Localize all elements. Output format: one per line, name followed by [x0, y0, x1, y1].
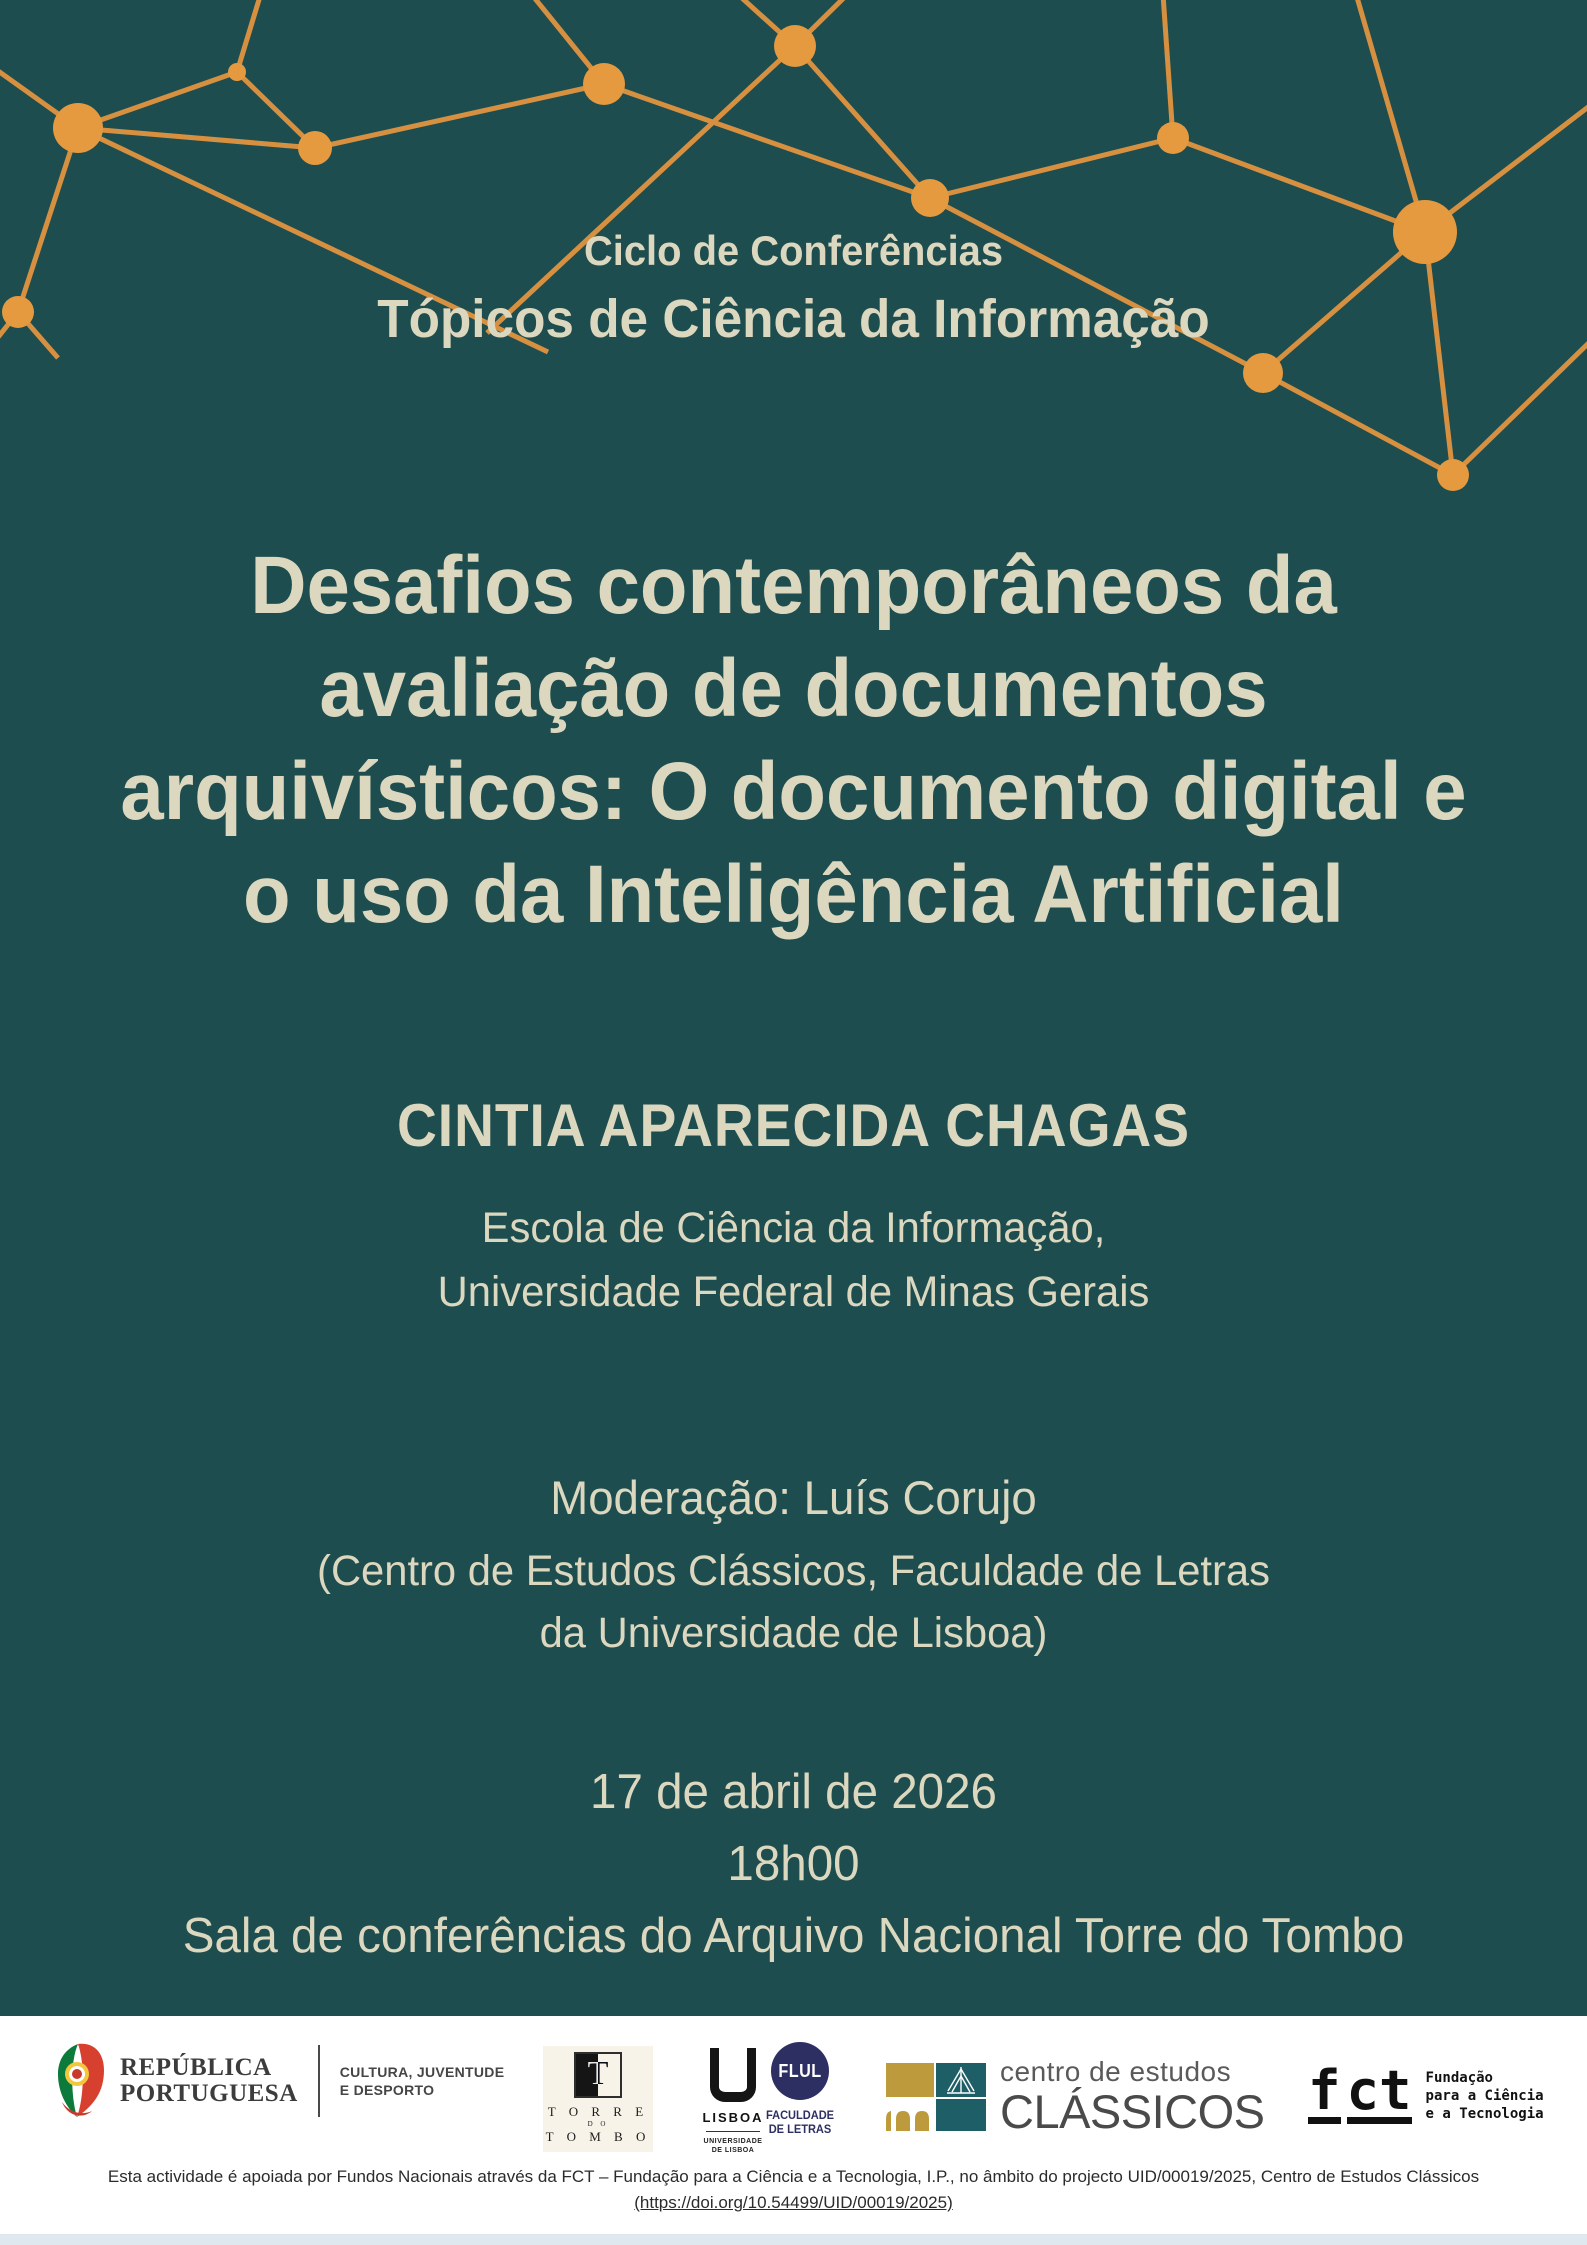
- republica-portuguesa-wordmark: REPÚBLICA PORTUGUESA: [120, 2054, 298, 2107]
- logo-universidade-lisboa: [700, 2048, 766, 2155]
- cec-tiles-icon: [886, 2063, 986, 2131]
- doi-link[interactable]: (https://doi.org/10.54499/UID/00019/2025): [634, 2193, 953, 2212]
- event-time: 18h00: [727, 1837, 860, 1891]
- portugal-flag-icon: [54, 2042, 106, 2120]
- talk-title-line-3: arquivísticos: O documento digital e: [120, 746, 1467, 837]
- logo-torre-do-tombo: [543, 2046, 653, 2152]
- speaker-affiliation: [24, 1196, 1563, 1324]
- talk-title-line-2: avaliação de documentos: [319, 643, 1268, 734]
- speaker-affiliation-line-2: Universidade Federal de Minas Gerais: [437, 1268, 1150, 1316]
- ministry-label: CULTURA, JUVENTUDE E DESPORTO: [339, 2064, 505, 2098]
- cec-tree-icon: [937, 2064, 985, 2096]
- logo-flul: [760, 2042, 840, 2136]
- ulisboa-u-icon: [710, 2048, 756, 2102]
- moderation-affiliation: [24, 1540, 1563, 1664]
- cec-wordmark: centro de estudos CLÁSSICOS: [1000, 2056, 1265, 2138]
- talk-title-line-1: Desafios contemporâneos da: [250, 540, 1337, 631]
- series-title: Tópicos de Ciência da Informação: [377, 289, 1210, 349]
- faculdade-de-letras-label: FACULDADE DE LETRAS: [765, 2108, 835, 2136]
- fct-full-name: Fundação para a Ciência e a Tecnologia: [1425, 2070, 1544, 2122]
- event-venue: Sala de conferências do Arquivo Nacional Torre do Tombo: [182, 1909, 1405, 1963]
- torre-label: T O R R E: [547, 2104, 649, 2119]
- funding-note: [0, 2164, 1587, 2216]
- moderation-line-3: da Universidade de Lisboa): [539, 1609, 1048, 1657]
- universidade-de-lisboa-label: UNIVERSIDADE DE LISBOA: [703, 2138, 763, 2154]
- bottom-edge-strip: [0, 2234, 1587, 2245]
- tombo-label: T O M B O: [545, 2129, 651, 2144]
- logo-centro-estudos-classicos: [886, 2056, 1265, 2138]
- series-label: Ciclo de Conferências: [583, 227, 1004, 274]
- talk-title-line-4: o uso da Inteligência Artificial: [243, 849, 1344, 940]
- talk-title: [40, 534, 1548, 946]
- funding-note-text: Esta actividade é apoiada por Fundos Nacionais através da FCT – Fundação para a Ciência e a Tecnologia, I.P., no âmbito do projecto UID/00019/2025, Centro de Estudos Clássicos: [107, 2167, 1480, 2186]
- moderation-line-2: (Centro de Estudos Clássicos, Faculdade de Letras: [317, 1547, 1270, 1595]
- logo-republica-portuguesa: [54, 2042, 504, 2120]
- flul-circle-icon: FLUL: [771, 2042, 829, 2100]
- speaker-name: CINTIA APARECIDA CHAGAS: [397, 1092, 1190, 1159]
- fct-wordmark-icon: f ct: [1308, 2059, 1412, 2122]
- lisboa-label: LISBOA: [702, 2110, 764, 2125]
- torre-do-label: D O: [587, 2120, 609, 2128]
- ulisboa-rule: [706, 2131, 760, 2132]
- event-details: [24, 1756, 1563, 1972]
- cec-arches-icon: [886, 2099, 934, 2131]
- footer-logo-band: [0, 2016, 1587, 2245]
- speaker-affiliation-line-1: Escola de Ciência da Informação,: [481, 1204, 1106, 1252]
- logo-fct: [1308, 2059, 1544, 2124]
- event-date: 17 de abril de 2026: [590, 1765, 997, 1819]
- moderation-heading: Moderação: Luís Corujo: [550, 1471, 1037, 1524]
- torre-do-tombo-emblem-icon: T: [574, 2052, 622, 2098]
- logo-divider: [318, 2045, 320, 2117]
